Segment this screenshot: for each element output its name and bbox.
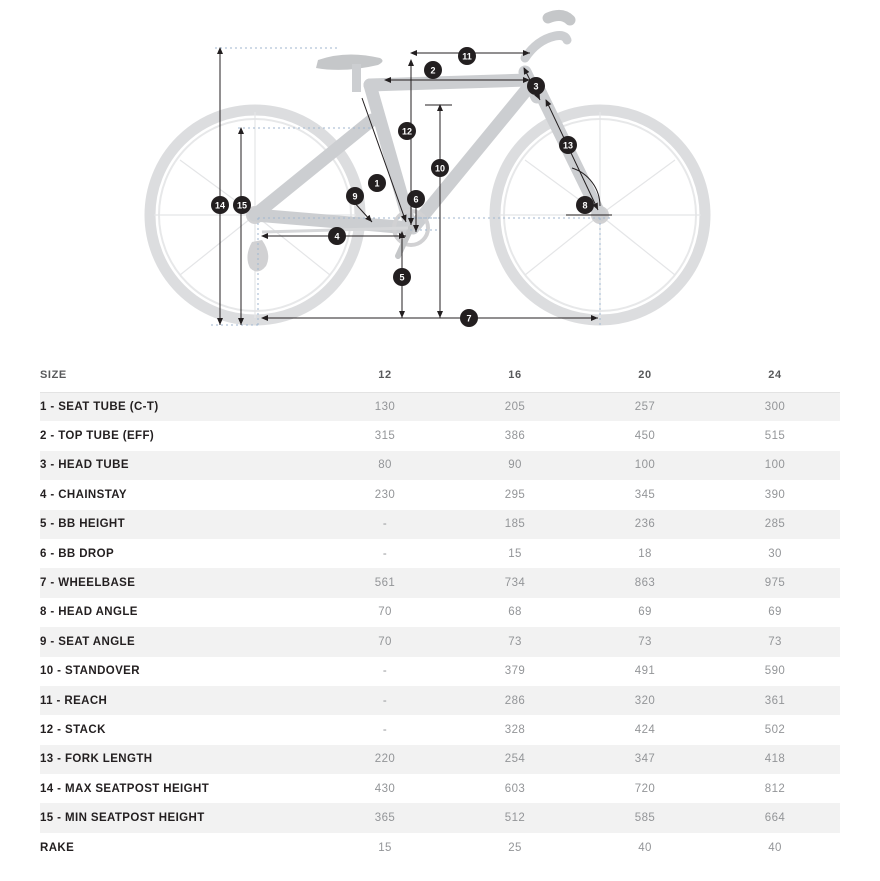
table-row xyxy=(40,715,840,744)
row-value-24: 664 xyxy=(764,812,786,825)
row-value-24: 590 xyxy=(764,665,786,678)
row-value-12: 430 xyxy=(374,782,396,795)
row-value-16: 90 xyxy=(508,459,522,472)
row-value-20: 100 xyxy=(634,459,656,472)
row-value-20: 450 xyxy=(634,430,656,443)
row-label: 13 - FORK LENGTH xyxy=(40,753,153,766)
header-row xyxy=(40,358,840,392)
row-value-20: 73 xyxy=(638,635,652,648)
callout-9 xyxy=(346,187,364,205)
callout-15 xyxy=(233,196,251,214)
row-value-20: 236 xyxy=(634,518,656,531)
callout-11 xyxy=(458,47,476,65)
header-size-label: SIZE xyxy=(40,358,320,392)
row-label: 2 - TOP TUBE (EFF) xyxy=(40,430,155,443)
row-value-16: 379 xyxy=(504,665,526,678)
row-value-16: 15 xyxy=(508,547,522,560)
row-label: 9 - SEAT ANGLE xyxy=(40,635,136,648)
row-value-12: - xyxy=(382,694,388,707)
row-value-20: 491 xyxy=(634,665,656,678)
row-value-20: 257 xyxy=(634,400,656,413)
table-row xyxy=(40,598,840,627)
bike-geometry-diagram xyxy=(0,0,880,350)
row-value-24: 30 xyxy=(768,547,782,560)
row-label: RAKE xyxy=(40,841,75,854)
row-value-24: 73 xyxy=(768,635,782,648)
row-value-12: 315 xyxy=(374,430,396,443)
row-value-24: 300 xyxy=(764,400,786,413)
row-value-20: 69 xyxy=(638,606,652,619)
row-value-16: 185 xyxy=(504,518,526,531)
svg-text:15: 15 xyxy=(236,200,248,211)
row-value-24: 515 xyxy=(764,430,786,443)
header-size-20: 20 xyxy=(580,358,710,392)
row-value-20: 40 xyxy=(638,841,652,854)
table-header xyxy=(40,358,840,392)
table-row xyxy=(40,568,840,597)
row-label: 1 - SEAT TUBE (C-T) xyxy=(40,400,159,413)
table-row xyxy=(40,421,840,450)
row-value-16: 25 xyxy=(508,841,522,854)
row-value-16: 205 xyxy=(504,400,526,413)
table-row xyxy=(40,657,840,686)
row-value-20: 320 xyxy=(634,694,656,707)
row-value-20: 345 xyxy=(634,488,656,501)
callout-7 xyxy=(460,309,478,327)
row-value-12: 365 xyxy=(374,812,396,825)
callout-14 xyxy=(211,196,229,214)
callout-10 xyxy=(431,159,449,177)
row-label: 7 - WHEELBASE xyxy=(40,577,136,590)
svg-text:13: 13 xyxy=(562,140,574,151)
row-label: 14 - MAX SEATPOST HEIGHT xyxy=(40,782,210,795)
svg-text:8: 8 xyxy=(582,200,588,211)
row-value-12: 220 xyxy=(374,753,396,766)
row-value-24: 390 xyxy=(764,488,786,501)
row-label: 15 - MIN SEATPOST HEIGHT xyxy=(40,812,205,825)
table-row xyxy=(40,745,840,774)
row-value-12: - xyxy=(382,723,388,736)
svg-text:10: 10 xyxy=(434,163,446,174)
svg-text:9: 9 xyxy=(352,191,358,202)
row-value-20: 585 xyxy=(634,812,656,825)
row-value-12: - xyxy=(382,518,388,531)
row-value-20: 863 xyxy=(634,577,656,590)
svg-text:2: 2 xyxy=(430,65,436,76)
row-value-12: 70 xyxy=(378,635,392,648)
row-value-24: 812 xyxy=(764,782,786,795)
callout-8 xyxy=(576,196,594,214)
svg-text:14: 14 xyxy=(214,200,226,211)
callout-3 xyxy=(527,77,545,95)
row-value-12: 80 xyxy=(378,459,392,472)
row-value-24: 361 xyxy=(764,694,786,707)
callout-2 xyxy=(424,61,442,79)
svg-text:7: 7 xyxy=(466,313,472,324)
row-value-20: 18 xyxy=(638,547,652,560)
row-value-16: 603 xyxy=(504,782,526,795)
row-label: 11 - REACH xyxy=(40,694,108,707)
svg-text:12: 12 xyxy=(401,126,413,137)
svg-text:11: 11 xyxy=(462,51,472,62)
row-label: 4 - CHAINSTAY xyxy=(40,488,127,501)
svg-text:6: 6 xyxy=(413,194,419,205)
bike-silhouette xyxy=(150,15,705,320)
row-value-24: 69 xyxy=(768,606,782,619)
svg-text:1: 1 xyxy=(374,178,380,189)
header-size-12: 12 xyxy=(320,358,450,392)
table-row xyxy=(40,451,840,480)
row-label: 8 - HEAD ANGLE xyxy=(40,606,138,619)
table-row xyxy=(40,539,840,568)
row-value-12: 70 xyxy=(378,606,392,619)
row-value-16: 73 xyxy=(508,635,522,648)
row-value-24: 285 xyxy=(764,518,786,531)
table-row xyxy=(40,627,840,656)
callout-1 xyxy=(368,174,386,192)
table-row xyxy=(40,480,840,509)
svg-text:4: 4 xyxy=(334,231,340,242)
svg-text:5: 5 xyxy=(399,272,405,283)
table-row xyxy=(40,510,840,539)
row-label: 10 - STANDOVER xyxy=(40,665,140,678)
row-label: 12 - STACK xyxy=(40,723,106,736)
callout-12 xyxy=(398,122,416,140)
row-value-12: 230 xyxy=(374,488,396,501)
row-label: 6 - BB DROP xyxy=(40,547,115,560)
row-value-20: 347 xyxy=(634,753,656,766)
header-size-16: 16 xyxy=(450,358,580,392)
table-row xyxy=(40,833,840,862)
table-row xyxy=(40,392,840,421)
row-value-16: 386 xyxy=(504,430,526,443)
callout-13 xyxy=(559,136,577,154)
row-value-16: 328 xyxy=(504,723,526,736)
row-value-24: 502 xyxy=(764,723,786,736)
row-value-16: 512 xyxy=(504,812,526,825)
row-value-12: - xyxy=(382,547,388,560)
row-value-16: 254 xyxy=(504,753,526,766)
row-label: 5 - BB HEIGHT xyxy=(40,518,126,531)
row-value-24: 40 xyxy=(768,841,782,854)
callout-6 xyxy=(407,190,425,208)
geometry-table xyxy=(40,358,840,862)
row-label: 3 - HEAD TUBE xyxy=(40,459,129,472)
row-value-12: 15 xyxy=(378,841,392,854)
row-value-12: 561 xyxy=(374,577,396,590)
row-value-20: 720 xyxy=(634,782,656,795)
header-size-24: 24 xyxy=(710,358,840,392)
row-value-20: 424 xyxy=(634,723,656,736)
callout-5 xyxy=(393,268,411,286)
row-value-16: 295 xyxy=(504,488,526,501)
table-row xyxy=(40,686,840,715)
table-row xyxy=(40,774,840,803)
table-body xyxy=(40,392,840,862)
row-value-16: 734 xyxy=(504,577,526,590)
row-value-16: 286 xyxy=(504,694,526,707)
row-value-12: - xyxy=(382,665,388,678)
row-value-24: 100 xyxy=(764,459,786,472)
table-row xyxy=(40,803,840,832)
row-value-24: 975 xyxy=(764,577,786,590)
row-value-16: 68 xyxy=(508,606,522,619)
callout-4 xyxy=(328,227,346,245)
svg-text:3: 3 xyxy=(533,81,539,92)
row-value-24: 418 xyxy=(764,753,786,766)
row-value-12: 130 xyxy=(374,400,396,413)
